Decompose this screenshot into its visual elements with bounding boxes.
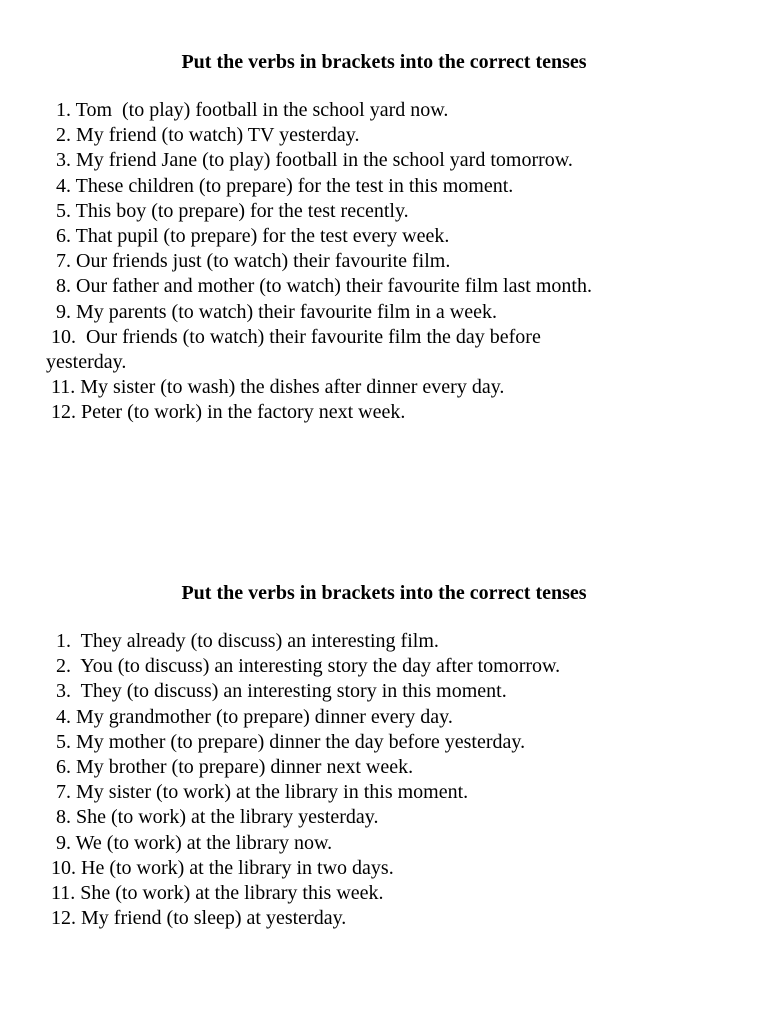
- exercise-item: [46, 274, 768, 299]
- exercise-number: 9.: [56, 300, 71, 323]
- exercise-text: My parents (to watch) their favourite film in a week.: [71, 300, 497, 323]
- exercise-item: [46, 199, 768, 224]
- exercise-number: 2.: [56, 655, 71, 678]
- exercise-text: My friend Jane (to play) football in the school yard tomorrow.: [71, 149, 573, 172]
- exercise-text: Peter (to work) in the factory next week.: [76, 401, 406, 424]
- exercise-item: [46, 400, 768, 425]
- exercise-item: [46, 755, 768, 780]
- exercise-number: 5.: [56, 730, 71, 753]
- exercise-number: 11.: [51, 376, 76, 399]
- exercise-text: Our father and mother (to watch) their favourite film last month.: [71, 275, 592, 298]
- exercise-number: 7.: [56, 250, 71, 273]
- exercise-text: She (to work) at the library yesterday.: [71, 806, 379, 829]
- exercise-item: [46, 679, 768, 704]
- exercise-item: [46, 174, 768, 199]
- exercise-list: [0, 98, 768, 426]
- exercise-text: That pupil (to prepare) for the test every week.: [71, 225, 450, 248]
- exercise-text: We (to work) at the library now.: [71, 831, 333, 854]
- exercise-item: [46, 224, 768, 249]
- exercise-number: 4.: [56, 705, 71, 728]
- exercise-text: My friend (to watch) TV yesterday.: [71, 124, 360, 147]
- exercise-text: You (to discuss) an interesting story the day after tomorrow.: [71, 655, 561, 678]
- exercise-text: My brother (to prepare) dinner next week.: [71, 756, 414, 779]
- exercise-list: [0, 629, 768, 931]
- exercise-item: [46, 123, 768, 148]
- worksheet-2: [0, 581, 768, 931]
- exercise-number: 3.: [56, 680, 71, 703]
- exercise-item: [46, 805, 768, 830]
- exercise-number: 10.: [51, 325, 76, 348]
- exercise-number: 3.: [56, 149, 71, 172]
- exercise-item: [46, 730, 768, 755]
- worksheet-title: Put the verbs in brackets into the correct tenses: [181, 582, 587, 604]
- exercise-number: 2.: [56, 124, 71, 147]
- exercise-number: 4.: [56, 174, 71, 197]
- exercise-text: My sister (to work) at the library in this moment.: [71, 781, 469, 804]
- exercise-item: [46, 881, 768, 906]
- exercise-text: Tom (to play) football in the school yard now.: [71, 99, 449, 121]
- exercise-number: 8.: [56, 275, 71, 298]
- exercise-text: They already (to discuss) an interesting film.: [71, 630, 439, 652]
- exercise-text: Our friends just (to watch) their favourite film.: [71, 250, 451, 273]
- exercise-text: This boy (to prepare) for the test recently.: [71, 199, 409, 222]
- exercise-item: [46, 375, 768, 400]
- exercise-item: [46, 906, 768, 931]
- exercise-item: [46, 831, 768, 856]
- exercise-item: [46, 629, 768, 654]
- exercise-number: 12.: [51, 907, 76, 930]
- exercise-item: [46, 148, 768, 173]
- exercise-number: 6.: [56, 225, 71, 248]
- exercise-number: 8.: [56, 806, 71, 829]
- exercise-number: 10.: [51, 856, 76, 879]
- exercise-number: 12.: [51, 401, 76, 424]
- exercise-item: [46, 300, 768, 325]
- exercise-text: These children (to prepare) for the test in this moment.: [71, 174, 514, 197]
- worksheet-title: Put the verbs in brackets into the correct tenses: [181, 51, 587, 73]
- worksheet-1: [0, 50, 768, 426]
- exercise-number: 1.: [56, 630, 71, 652]
- exercise-text: She (to work) at the library this week.: [75, 882, 384, 905]
- exercise-number: 7.: [56, 781, 71, 804]
- exercise-text: My friend (to sleep) at yesterday.: [76, 907, 347, 930]
- exercise-item: [46, 654, 768, 679]
- exercise-text: Our friends (to watch) their favourite film the day before: [76, 325, 541, 348]
- exercise-number: 5.: [56, 199, 71, 222]
- exercise-text: He (to work) at the library in two days.: [76, 856, 394, 879]
- exercise-number: 6.: [56, 756, 71, 779]
- exercise-number: 1.: [56, 99, 71, 121]
- exercise-number: 11.: [51, 882, 76, 905]
- exercise-item: [46, 780, 768, 805]
- exercise-text: My grandmother (to prepare) dinner every day.: [71, 705, 453, 728]
- exercise-item: [46, 856, 768, 881]
- exercise-item: [46, 325, 768, 350]
- exercise-text: My mother (to prepare) dinner the day before yesterday.: [71, 730, 526, 753]
- exercise-text: They (to discuss) an interesting story in this moment.: [71, 680, 507, 703]
- exercise-text-continuation: yesterday.: [46, 351, 127, 374]
- exercise-number: 9.: [56, 831, 71, 854]
- exercise-item: [46, 98, 768, 123]
- exercise-text: My sister (to wash) the dishes after dinner every day.: [75, 376, 505, 399]
- exercise-item: [46, 705, 768, 730]
- exercise-item: [46, 249, 768, 274]
